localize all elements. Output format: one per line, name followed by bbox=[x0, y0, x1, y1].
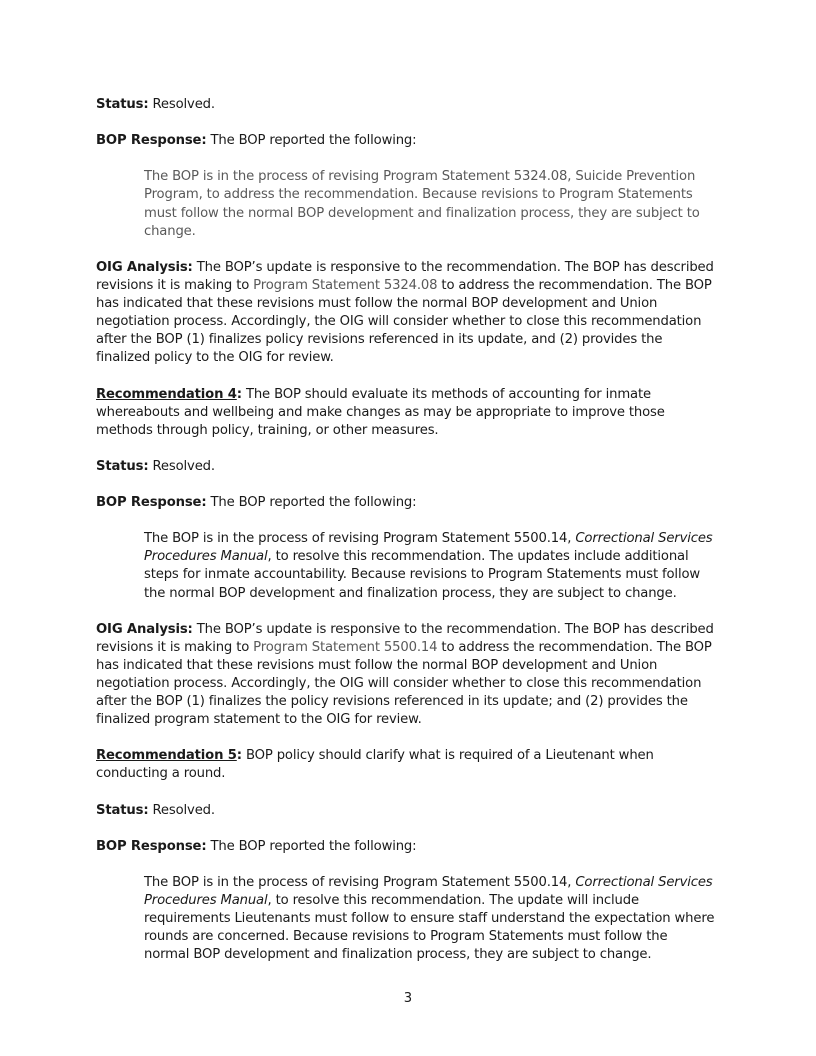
recommendation-colon: : bbox=[236, 748, 242, 764]
bop-response-label: BOP Response: bbox=[96, 838, 207, 854]
recommendation-heading bbox=[96, 387, 242, 402]
recommendation-heading bbox=[96, 748, 242, 763]
recommendation-4 bbox=[96, 386, 716, 440]
status-value: Resolved. bbox=[148, 97, 215, 112]
manual-title: Correctional Services Procedures Manual bbox=[144, 531, 713, 565]
program-statement-reference: Program Statement 5324.08 bbox=[253, 277, 438, 293]
program-statement-reference: Program Statement 5500.14 bbox=[253, 639, 438, 655]
bop-response-intro: The BOP reported the following: bbox=[206, 133, 417, 149]
rec5-bop-response bbox=[96, 838, 716, 856]
recommendation-5-title: Recommendation 5 bbox=[96, 748, 237, 764]
rec3-oig-analysis bbox=[96, 259, 716, 368]
quote-text-2: , to resolve this recommendation. The update will include requirements Lieutenants must follow to ensure staff understand the expectation where rounds are concerned. Because revisions to Program Statements must follow the normal BOP development and finalization process, they are subject to change. bbox=[144, 893, 715, 963]
status-label: Status: bbox=[96, 97, 149, 112]
oig-analysis-text-1: The BOP’s update is responsive to the recommendation. The BOP has described revisions it is making to bbox=[96, 621, 714, 655]
rec4-oig-analysis bbox=[96, 621, 716, 730]
recommendation-4-text: The BOP should evaluate its methods of accounting for inmate whereabouts and wellbeing and make changes as may be appropriate to improve those methods through policy, training, or other measures. bbox=[96, 386, 665, 438]
oig-analysis-label: OIG Analysis: bbox=[96, 621, 193, 637]
rec5-status bbox=[96, 802, 716, 820]
bop-response-label: BOP Response: bbox=[96, 133, 207, 149]
rec5-bop-quote bbox=[144, 874, 716, 964]
recommendation-colon: : bbox=[236, 386, 242, 402]
bop-response-intro: The BOP reported the following: bbox=[206, 495, 417, 511]
quote-text-2: , to resolve this recommendation. The updates include additional steps for inmate accountability. Because revisions to Program Statements must follow the normal BOP development and finalization process, they are subject to change. bbox=[144, 549, 701, 601]
status-label: Status: bbox=[96, 802, 149, 818]
recommendation-4-title: Recommendation 4 bbox=[96, 386, 237, 402]
manual-title: Correctional Services Procedures Manual bbox=[144, 875, 713, 909]
rec3-bop-response bbox=[96, 132, 716, 150]
recommendation-5 bbox=[96, 747, 716, 783]
status-value: Resolved. bbox=[148, 802, 215, 818]
bop-response-label: BOP Response: bbox=[96, 495, 207, 511]
oig-analysis-text-2: to address the recommendation. The BOP has indicated that these revisions must follow the normal BOP development and Union negotiation process. Accordingly, the OIG will consider whether to close this recommendation after the BOP (1) finalizes the policy revisions referenced in its update; and (2) provides the finalized program statement to the OIG for review. bbox=[96, 639, 712, 728]
status-value: Resolved. bbox=[148, 458, 215, 474]
quote-text-1: The BOP is in the process of revising Program Statement 5500.14, bbox=[144, 875, 576, 891]
quote-text-1: The BOP is in the process of revising Program Statement 5500.14, bbox=[144, 531, 576, 547]
oig-analysis-label: OIG Analysis: bbox=[96, 259, 193, 275]
rec4-bop-quote bbox=[144, 530, 716, 602]
recommendation-5-text: BOP policy should clarify what is required of a Lieutenant when conducting a round. bbox=[96, 748, 654, 782]
rec3-bop-quote: The BOP is in the process of revising Program Statement 5324.08, Suicide Prevention Program, to address the recommendation. Because revisions to Program Statements must follow the normal BOP development and finalization process, they are subject to change. bbox=[144, 169, 700, 239]
rec4-status bbox=[96, 458, 716, 476]
status-label: Status: bbox=[96, 458, 149, 474]
document-body bbox=[96, 96, 716, 983]
page-number: 3 bbox=[403, 991, 413, 1006]
oig-analysis-text-2: to address the recommendation. The BOP has indicated that these revisions must follow the normal BOP development and Union negotiation process. Accordingly, the OIG will consider whether to close this recommendation after the BOP (1) finalizes policy revisions referenced in its update, and (2) provides the finalized policy to the OIG for review. bbox=[96, 277, 712, 366]
rec4-bop-response bbox=[96, 494, 716, 512]
oig-analysis-text-1: The BOP’s update is responsive to the recommendation. The BOP has described revisions it is making to bbox=[96, 259, 714, 293]
rec3-status bbox=[96, 96, 716, 114]
bop-response-intro: The BOP reported the following: bbox=[206, 838, 417, 854]
